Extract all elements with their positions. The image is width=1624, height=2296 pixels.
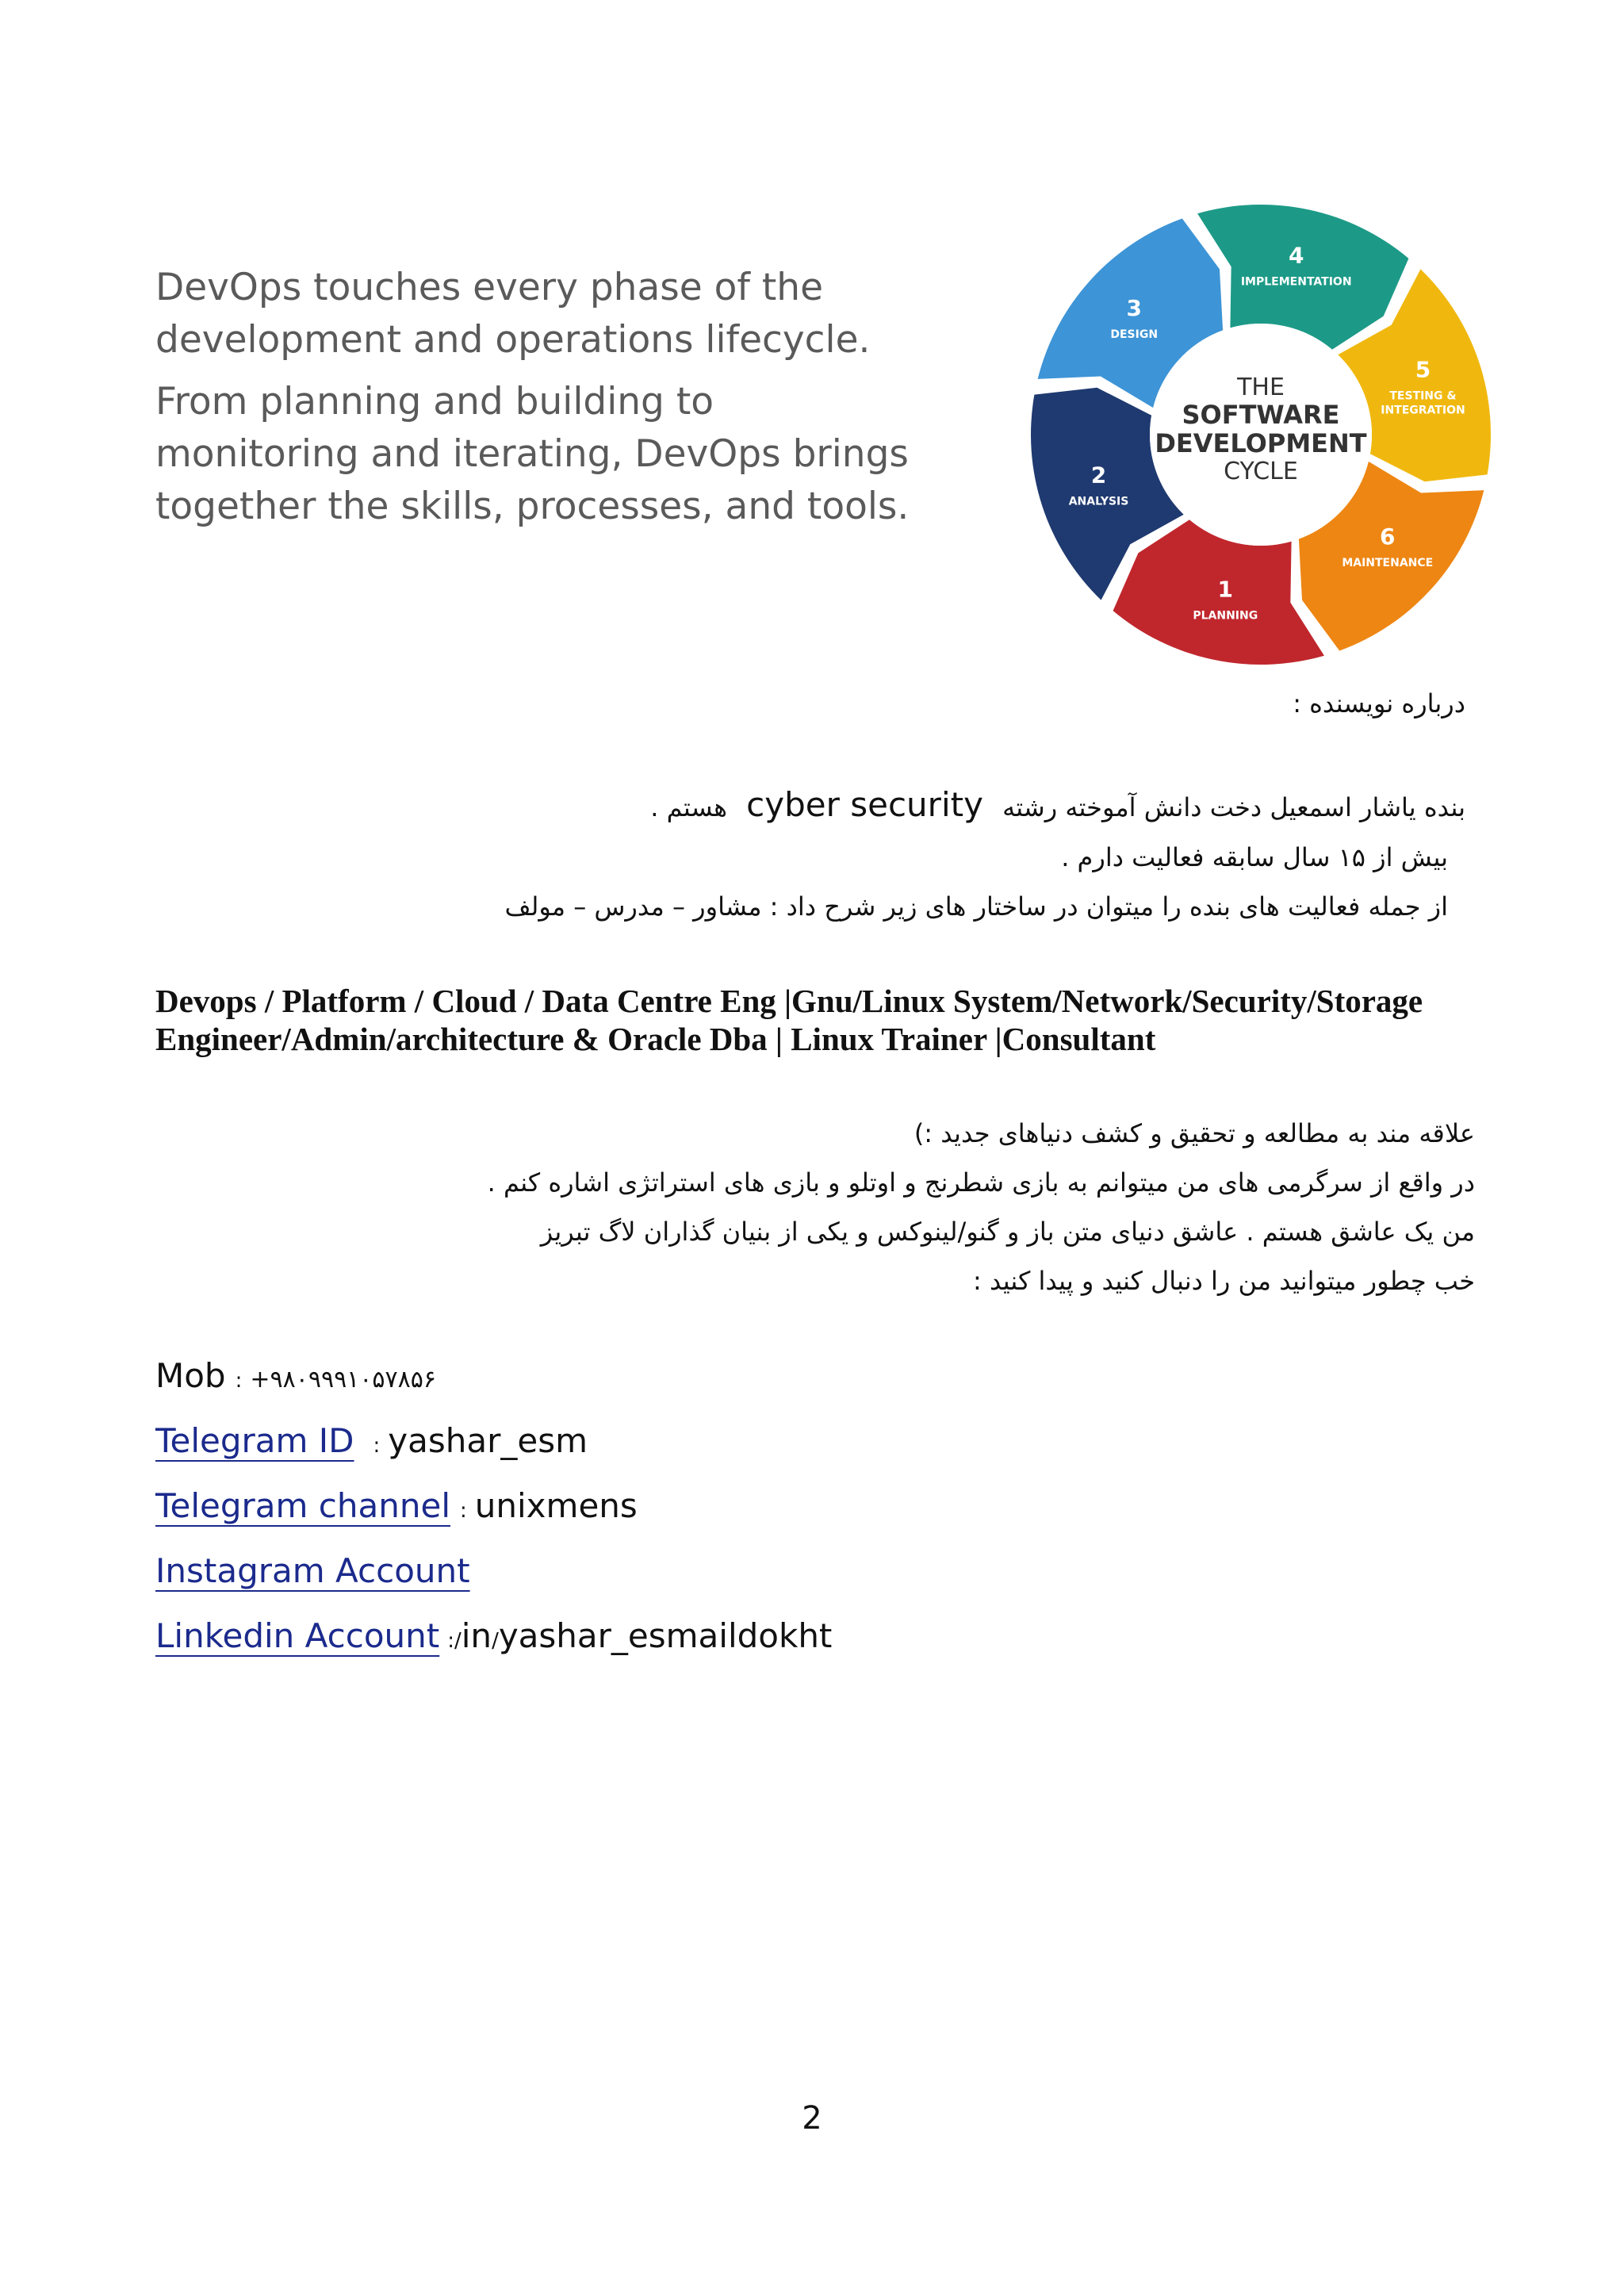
bio-text: هستم .: [650, 792, 727, 822]
cycle-center-line: CYCLE: [1224, 458, 1298, 485]
bio-line: از جمله فعالیت های بنده را میتوان در ساختار های زیر شرح داد : مشاور – مدرس – مولف: [504, 891, 1448, 922]
about-author-title: درباره نویسنده :: [1293, 688, 1465, 719]
separator: :: [460, 1499, 467, 1523]
separator: :: [373, 1434, 381, 1458]
bio-line: بیش از ۱۵ سال سابقه فعالیت دارم .: [1061, 842, 1448, 872]
bio-text: بنده یاشار اسمعیل دخت دانش آموخته رشته: [1002, 792, 1465, 822]
linkedin-contact: [155, 1616, 832, 1655]
intro-line: DevOps touches every phase of the: [155, 266, 823, 309]
cycle-center-line: THE: [1237, 374, 1285, 401]
cycle-stage-label: TESTING &: [1389, 389, 1457, 403]
cycle-center-line: DEVELOPMENT: [1155, 428, 1367, 458]
cycle-stage-number: 1: [1217, 576, 1234, 603]
interest-line: من یک عاشق هستم . عاشق دنیای متن باز و گنو/لینوکس و یکی از بنیان گذاران لاگ تبریز: [540, 1217, 1475, 1247]
intro-text: [155, 262, 917, 533]
mobile-number: +۹۸۰۹۹۹۱۰۵۷۸۵۶: [250, 1366, 436, 1393]
cycle-stage-number: 2: [1090, 462, 1107, 489]
software-development-cycle-diagram: [1031, 205, 1491, 665]
interest-line: خب چطور میتوانید من را دنبال کنید و پیدا کنید :: [973, 1266, 1475, 1296]
intro-line: development and operations lifecycle.: [155, 318, 871, 362]
intro-line: From planning and building to: [155, 380, 714, 424]
instagram-contact: [155, 1551, 470, 1590]
cycle-stage-number: 4: [1288, 242, 1304, 269]
linkedin-link[interactable]: Linkedin Account: [155, 1616, 440, 1655]
telegram-id-value: yashar_esm: [388, 1421, 588, 1460]
separator: /: [492, 1629, 499, 1653]
intro-line: monitoring and iterating, DevOps brings: [155, 432, 909, 476]
linkedin-value: yashar_esmaildokht: [498, 1616, 833, 1655]
cycle-stage-number: 3: [1126, 295, 1142, 322]
cycle-stage-label: DESIGN: [1110, 328, 1159, 342]
roles-line: Devops / Platform / Cloud / Data Centre Eng |Gnu/Linux System/Network/Security/Storage: [155, 983, 1423, 1019]
cycle-stage-label: MAINTENANCE: [1342, 556, 1434, 569]
cycle-center-line: SOFTWARE: [1182, 400, 1340, 430]
cycle-stage-label: IMPLEMENTATION: [1240, 275, 1352, 289]
cycle-stage-label: ANALYSIS: [1068, 495, 1129, 508]
roles-heading: [155, 982, 1503, 1058]
bio-field: cyber security: [746, 785, 983, 824]
interest-line: در واقع از سرگرمی های من میتوانم به بازی شطرنج و اوتلو و بازی های استراتژی اشاره کنم .: [487, 1167, 1475, 1198]
mobile-contact: [155, 1356, 436, 1395]
separator: :/: [447, 1629, 462, 1653]
cycle-stage-label: INTEGRATION: [1381, 404, 1465, 417]
page-number: 2: [802, 2100, 822, 2137]
cycle-stage-number: 6: [1380, 523, 1396, 550]
separator: :: [235, 1369, 243, 1393]
linkedin-path: in: [461, 1616, 492, 1655]
telegram-id-link[interactable]: Telegram ID: [155, 1421, 354, 1460]
cycle-stage-number: 5: [1415, 356, 1431, 383]
cycle-stage-label: PLANNING: [1193, 609, 1258, 623]
roles-line: Engineer/Admin/architecture & Oracle Dba | Linux Trainer |Consultant: [155, 1021, 1156, 1057]
telegram-channel-value: unixmens: [474, 1486, 638, 1525]
telegram-channel-contact: [155, 1486, 638, 1525]
telegram-id-contact: [155, 1421, 588, 1460]
interest-line: علاقه مند به مطالعه و تحقیق و کشف دنیاهای جدید :): [914, 1118, 1475, 1148]
mobile-label: Mob: [155, 1356, 226, 1395]
bio-line: [650, 785, 1465, 824]
intro-line: together the skills, processes, and tools.: [155, 485, 910, 528]
telegram-channel-link[interactable]: Telegram channel: [155, 1486, 450, 1525]
instagram-link[interactable]: Instagram Account: [155, 1551, 470, 1590]
